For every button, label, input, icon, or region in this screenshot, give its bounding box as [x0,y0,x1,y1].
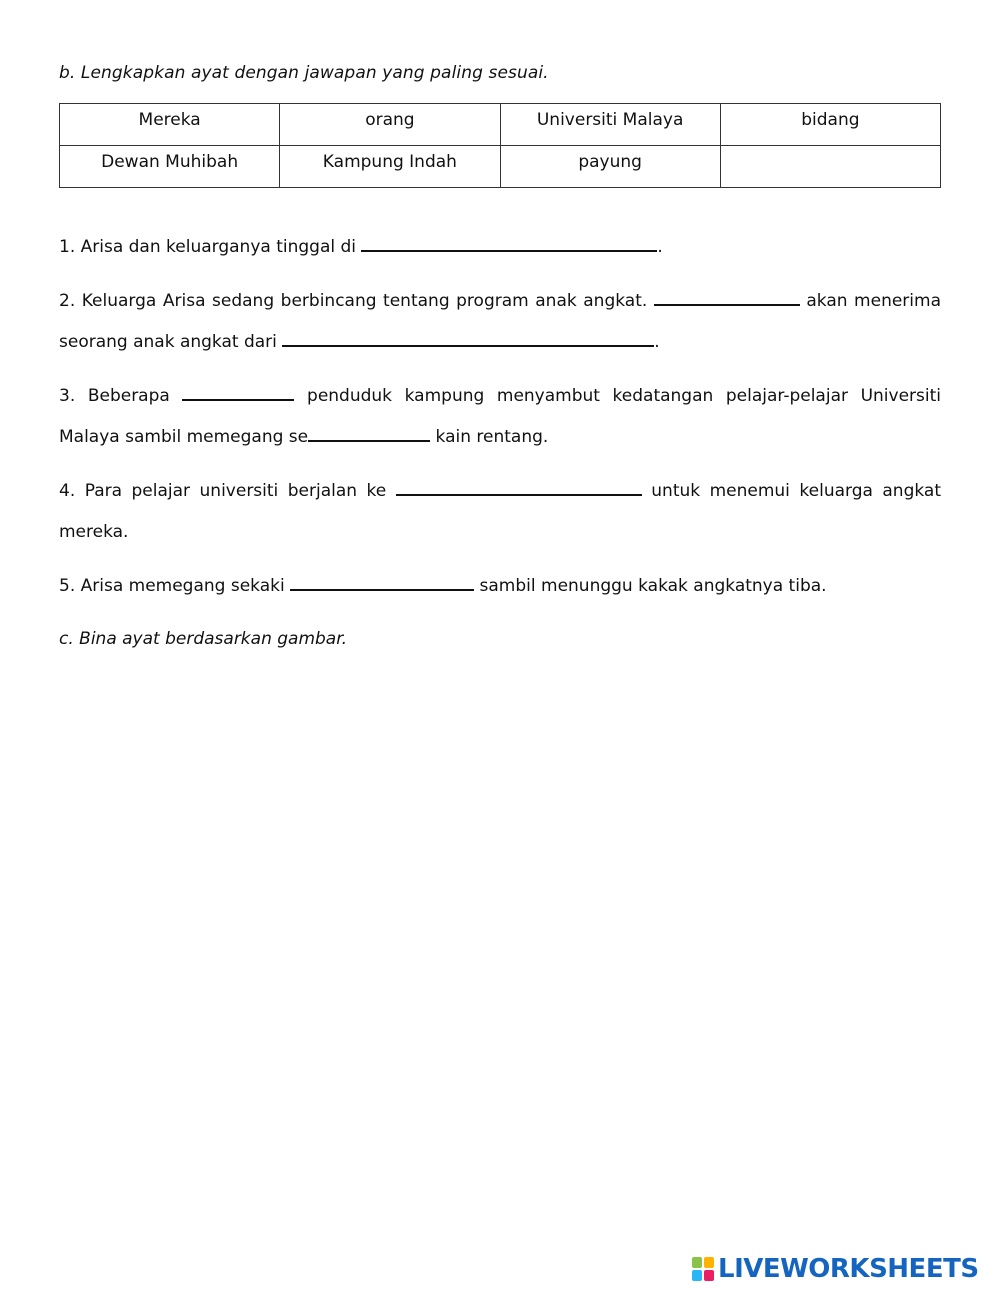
word-bank-cell [720,146,940,188]
question-2-text-a: 2. Keluarga Arisa sedang berbincang tentang program anak angkat. [59,291,648,311]
liveworksheets-logo-text: LIVEWORKSHEETS [718,1254,979,1284]
liveworksheets-logo [692,1254,979,1284]
question-3 [59,376,941,458]
word-bank-row [60,104,941,146]
question-1-end: . [657,237,663,257]
section-b-instruction: b. Lengkapkan ayat dengan jawapan yang paling sesuai. [59,63,549,83]
answer-blank-3b[interactable] [308,422,430,442]
question-5 [59,566,941,607]
word-bank-cell: payung [500,146,720,188]
answer-blank-5[interactable] [290,571,474,591]
question-2-text-b: akan menerima seorang anak angkat dari [59,291,941,352]
word-bank-cell: Mereka [60,104,280,146]
logo-icon-tile [704,1257,714,1268]
question-3-end: kain rentang. [435,427,549,447]
question-4-end: untuk menemui keluarga angkat mereka. [59,481,942,542]
answer-blank-1[interactable] [361,232,657,252]
question-5-end: sambil menunggu kakak angkatnya tiba. [479,576,827,596]
section-c-instruction: c. Bina ayat berdasarkan gambar. [59,629,348,649]
question-5-text: 5. Arisa memegang sekaki [59,576,285,596]
question-2-end: . [654,332,660,352]
logo-icon-tile [692,1257,702,1268]
answer-blank-3a[interactable] [182,381,294,401]
word-bank-row [60,146,941,188]
question-1 [59,227,941,268]
word-bank-cell: Dewan Muhibah [60,146,280,188]
word-bank-cell: orang [280,104,500,146]
question-3-text-b: penduduk kampung menyambut kedatangan pelajar-pelajar Universiti Malaya sambil memegang se [59,386,941,447]
question-3-text-a: 3. Beberapa [59,386,170,406]
answer-blank-2b[interactable] [282,327,654,347]
word-bank-cell: Kampung Indah [280,146,500,188]
liveworksheets-logo-icon [692,1257,714,1281]
question-1-text: 1. Arisa dan keluarganya tinggal di [59,237,357,257]
answer-blank-4[interactable] [396,476,642,496]
word-bank-cell: Universiti Malaya [500,104,720,146]
question-4 [59,471,941,553]
question-2 [59,281,941,363]
answer-blank-2a[interactable] [654,286,800,306]
question-4-text: 4. Para pelajar universiti berjalan ke [59,481,387,501]
word-bank-cell: bidang [720,104,940,146]
logo-icon-tile [692,1270,702,1281]
word-bank-table [59,103,941,188]
logo-icon-tile [704,1270,714,1281]
